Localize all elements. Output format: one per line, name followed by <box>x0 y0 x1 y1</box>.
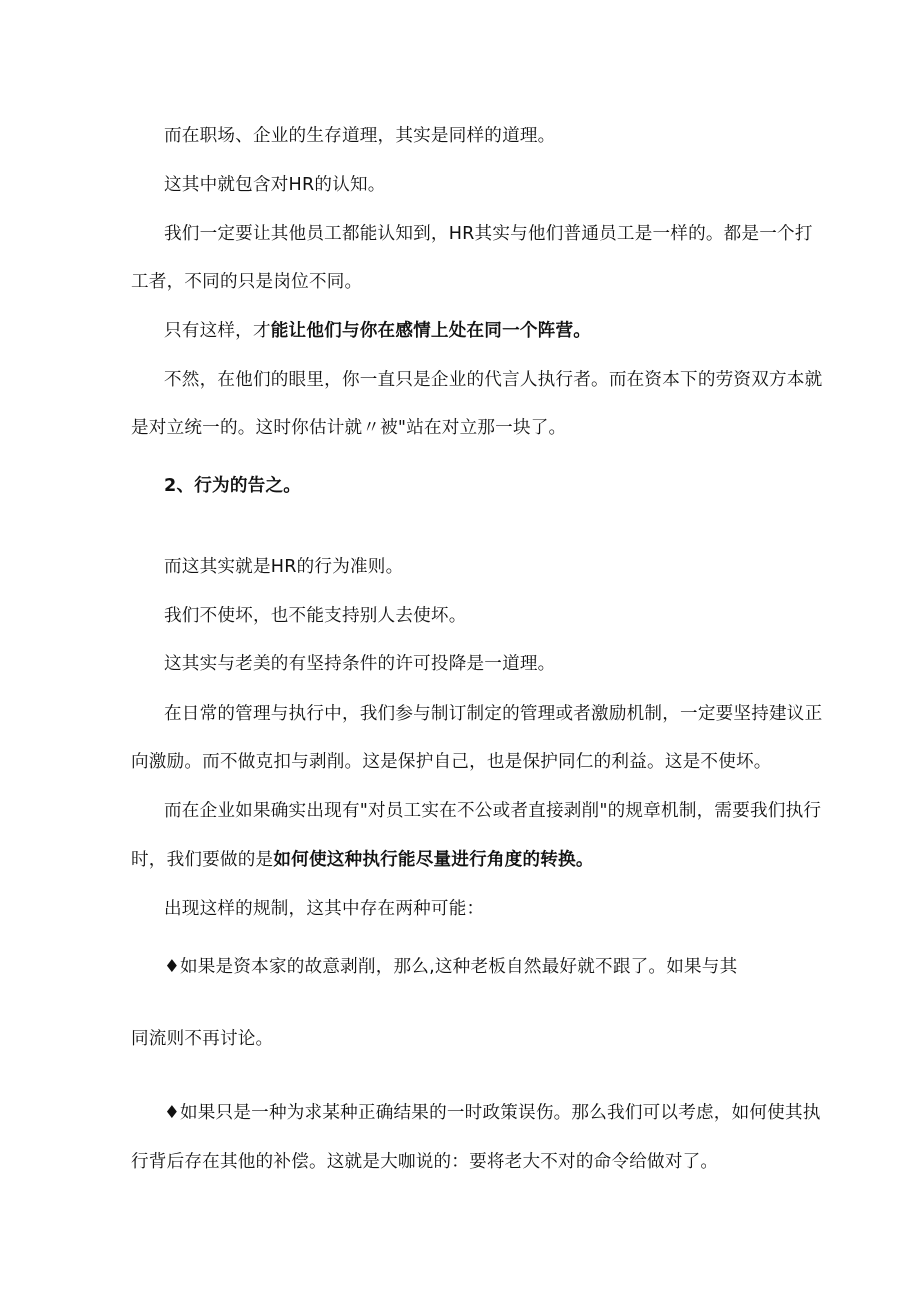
paragraph-6: 而这其实就是HR的行为准则。 <box>164 557 404 577</box>
paragraph-2: 这其中就包含对HR的认知。 <box>164 175 386 195</box>
bullet-2-line-2: 行背后存在其他的补偿。这就是大咖说的：要将老大不对的命令给做对了。 <box>131 1152 719 1172</box>
paragraph-5-line-2: 是对立统一的。这时你估计就〃被"站在对立那一块了。 <box>131 418 567 438</box>
paragraph-4-emphasis: 能让他们与你在感情上处在同一个阵营。 <box>270 321 592 341</box>
paragraph-1: 而在职场、企业的生存道理，其实是同样的道理。 <box>164 126 556 146</box>
paragraph-9-line-1: 在日常的管理与执行中，我们参与制订制定的管理或者激励机制，一定要坚持建议正 <box>164 704 823 724</box>
paragraph-7: 我们不使坏，也不能支持别人去使坏。 <box>164 606 467 626</box>
paragraph-10-line-2 <box>131 848 594 872</box>
paragraph-9-line-2: 向激励。而不做克扣与剥削。这是保护自己，也是保护同仁的利益。这是不使坏。 <box>131 752 772 772</box>
section-heading: 2、行为的告之。 <box>164 476 301 496</box>
paragraph-3-line-1: 我们一定要让其他员工都能认知到，HR其实与他们普通员工是一样的。都是一个打 <box>164 224 813 244</box>
paragraph-11: 出现这样的规制，这其中存在两种可能： <box>164 899 485 919</box>
paragraph-4 <box>164 319 591 343</box>
paragraph-5-line-1: 不然，在他们的眼里，你一直只是企业的代言人执行者。而在资本下的劳资双方本就 <box>164 370 823 390</box>
bullet-1-line-1: ♦如果是资本家的故意剥削，那么,这种老板自然最好就不跟了。如果与其 <box>164 957 738 977</box>
paragraph-3-line-2: 工者，不同的只是岗位不同。 <box>131 272 363 292</box>
paragraph-10-line-1: 而在企业如果确实出现有"对员工实在不公或者直接剥削"的规章机制，需要我们执行 <box>164 801 822 821</box>
paragraph-10-plain: 时，我们要做的是 <box>131 850 274 870</box>
paragraph-4-plain: 只有这样，才 <box>164 321 271 341</box>
bullet-1-line-2: 同流则不再讨论。 <box>131 1029 274 1049</box>
paragraph-10-emphasis: 如何使这种执行能尽量进行角度的转换。 <box>273 850 594 870</box>
bullet-2-line-1: ♦如果只是一种为求某种正确结果的一时政策误伤。那么我们可以考虑，如何使其执 <box>164 1103 821 1123</box>
paragraph-8: 这其实与老美的有坚持条件的许可投降是一道理。 <box>164 654 556 674</box>
